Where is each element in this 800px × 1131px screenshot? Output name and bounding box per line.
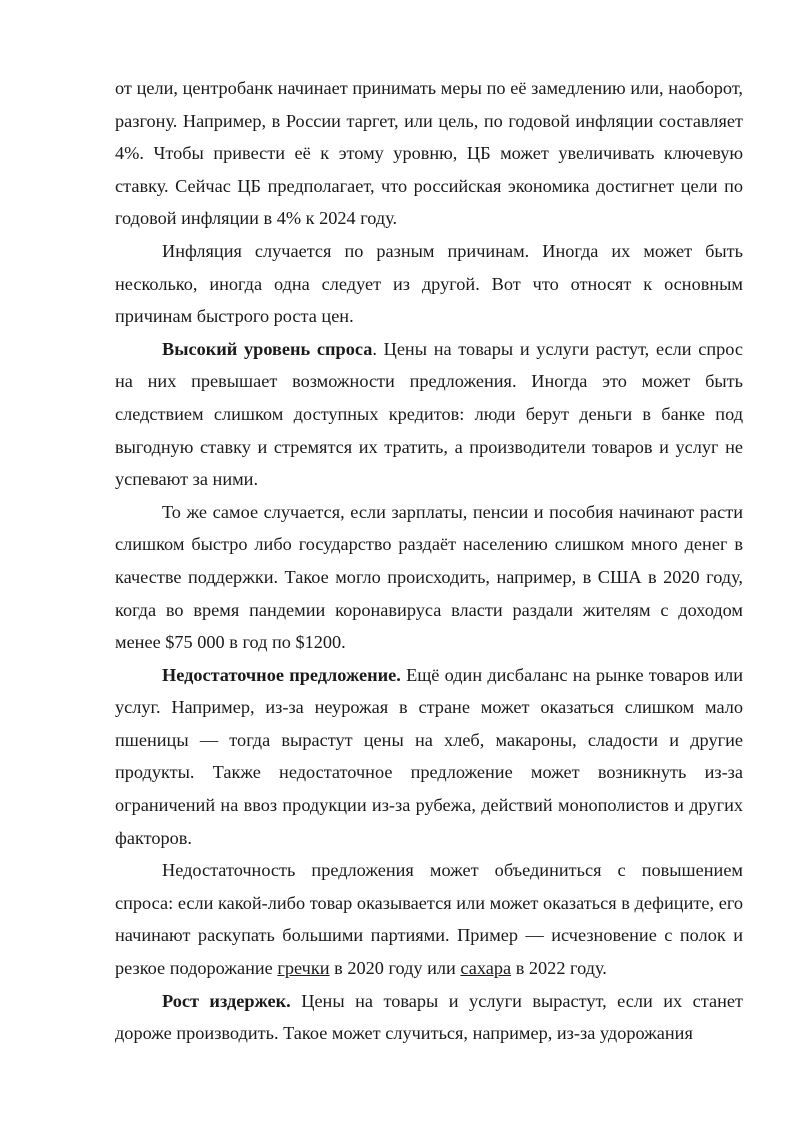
paragraph-insufficient-supply [115, 659, 743, 855]
text-run: от цели, центробанк начинает принимать меры по её замедлению или, наоборот, разгону. Например, в России таргет, или цель, по годовой инфляции составляет 4%. Чтобы привести её к этому уровню, ЦБ может увеличивать ключевую ставку. Сейчас ЦБ предполагает, что российская экономика достигнет цели по годовой инфляции в 4% к 2024 году. [115, 78, 743, 229]
bold-term-high-demand: Высокий уровень спроса [162, 338, 373, 359]
text-run: Инфляция случается по разным причинам. Иногда их может быть несколько, иногда одна следует из другой. Вот что относят к основным причинам быстрого роста цен. [115, 240, 743, 327]
text-run: Ещё один дисбаланс на рынке товаров или услуг. Например, из-за неурожая в стране может оказаться слишком мало пшеницы — тогда вырастут цены на хлеб, макароны, сладости и другие продукты. Также недостаточное предложение может возникнуть из-за ограничений на ввоз продукции из-за рубежа, действий монополистов и других факторов. [115, 664, 744, 848]
paragraph-wages-and-subsidies [115, 496, 743, 659]
paragraph-inflation-causes-intro [115, 235, 743, 333]
text-run: . Цены на товары и услуги растут, если спрос на них превышает возможности предложения. Иногда это может быть следствием слишком доступных кредитов: люди берут деньги в банке под выгодную ставку и стремятся их тратить, а производители товаров и услуг не успевают за ними. [115, 338, 743, 490]
text-run: в 2022 году. [511, 958, 607, 979]
link-sugar[interactable]: сахара [460, 958, 512, 979]
text-run: в 2020 году или [329, 958, 461, 979]
bold-term-insufficient-supply: Недостаточное предложение. [162, 664, 401, 685]
link-buckwheat[interactable]: гречки [277, 958, 330, 979]
paragraph-rising-costs [115, 985, 743, 1050]
bold-term-rising-costs: Рост издержек. [162, 990, 291, 1011]
text-run: Цены на товары и услуги вырастут, если их станет дороже производить. Такое может случиться, например, из-за удорожания [115, 990, 743, 1044]
paragraph-supply-and-demand [115, 854, 743, 984]
paragraph-central-bank-target [115, 72, 743, 235]
paragraph-high-demand [115, 333, 743, 496]
text-run: Недостаточность предложения может объединиться с повышением спроса: если какой-либо товар оказывается или может оказаться в дефиците, его начинают раскупать большими партиями. Пример — исчезновение с полок и резкое подорожание [115, 860, 743, 979]
text-run: То же самое случается, если зарплаты, пенсии и пособия начинают расти слишком быстро либо государство раздаёт населению слишком много денег в качестве поддержки. Такое могло происходить, например, в США в 2020 году, когда во время пандемии коронавируса власти раздали жителям с доходом менее $75 000 в год по $1200. [115, 501, 743, 653]
